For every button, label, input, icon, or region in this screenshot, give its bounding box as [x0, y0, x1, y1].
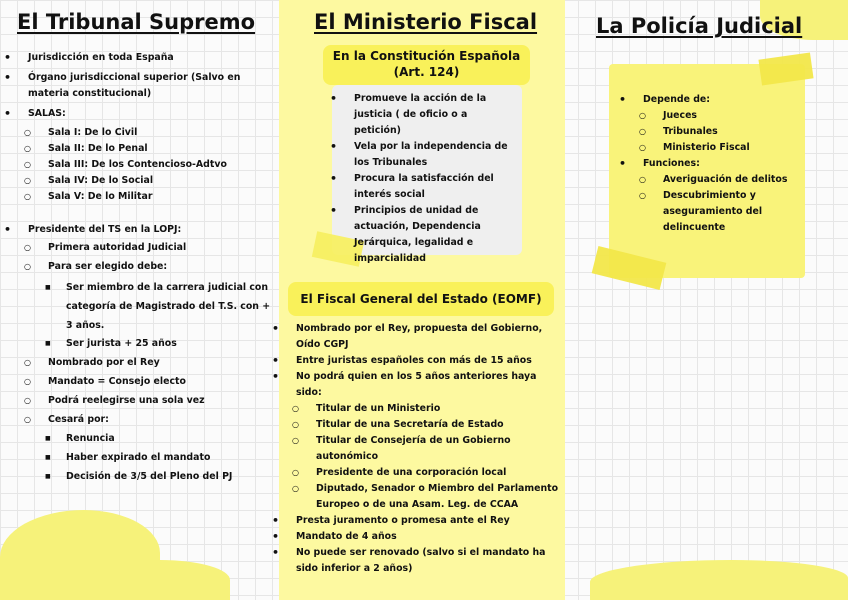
list-item: ○ Diputado, Senador o Miembro del Parlamento Europeo o de una Asam. Leg. de CCAA — [304, 481, 559, 513]
title-tribunal-supremo: El Tribunal Supremo — [17, 10, 256, 34]
list-item: • SALAS: ○ Sala I: De lo Civil ○ Sala II: De lo Penal ○ Sala III: De los Contencioso-Adtvo ○ Sala IV: De lo Social ○ Sala V: De lo Militar — [16, 106, 271, 205]
title-ministerio-fiscal: El Ministerio Fiscal — [314, 10, 538, 34]
constitucion-header: En la Constitución Española (Art. 124) — [323, 45, 530, 85]
list-item: • Presta juramento o promesa ante el Rey — [284, 513, 559, 529]
list-item: • No podrá quien en los 5 años anteriores haya sido: ○ Titular de un Ministerio ○ Titular de una Secretaría de Estado ○ Titular de Consejería de un Gobierno autonómico ○ Presidente de una corporación local ○ Diputado, Senador o Miembro del Parlamento Europeo o de una Asam. Leg. de CCAA — [284, 369, 559, 513]
list-item: ■ Haber expirado el mandato — [56, 450, 271, 466]
list-item: • Depende de: ○ Jueces ○ Tribunales ○ Ministerio Fiscal — [631, 92, 803, 156]
list-item: ○ Tribunales — [651, 124, 803, 140]
title-policia-judicial: La Policía Judicial — [596, 14, 803, 38]
decor-blob — [590, 560, 848, 600]
policia-list — [631, 92, 803, 236]
list-item: ○ Podrá reelegirse una sola vez — [36, 393, 271, 409]
list-item: ○ Mandato = Consejo electo — [36, 374, 271, 390]
list-item: ○ Cesará por: ■ Renuncia ■ Haber expirado el mandato ■ Decisión de 3/5 del Pleno del PJ — [36, 412, 271, 485]
tape-decoration — [758, 53, 813, 86]
list-item: ○ Titular de una Secretaría de Estado — [304, 417, 559, 433]
list-item: ○ Presidente de una corporación local — [304, 465, 559, 481]
tribunal-content — [16, 50, 271, 485]
list-item: ■ Renuncia — [56, 431, 271, 447]
sala-item: ○ Sala V: De lo Militar — [36, 189, 271, 205]
sala-item: ○ Sala II: De lo Penal — [36, 141, 271, 157]
list-item: ■ Ser miembro de la carrera judicial con categoría de Magistrado del T.S. con + 3 años. — [56, 278, 271, 335]
sala-item: ○ Sala I: De lo Civil — [36, 125, 271, 141]
list-item: ○ Titular de Consejería de un Gobierno autonómico — [304, 433, 559, 465]
sala-item: ○ Sala III: De los Contencioso-Adtvo — [36, 157, 271, 173]
fiscal-general-list — [284, 321, 559, 577]
list-item: • Vela por la independencia de los Tribunales — [342, 139, 517, 171]
list-item: ○ Titular de un Ministerio — [304, 401, 559, 417]
list-item: • Funciones: ○ Averiguación de delitos ○ Descubrimiento y aseguramiento del delincuente — [631, 156, 803, 236]
list-item: ■ Decisión de 3/5 del Pleno del PJ — [56, 469, 271, 485]
list-item: • Procura la satisfacción del interés social — [342, 171, 517, 203]
list-item: • Entre juristas españoles con más de 15 años — [284, 353, 559, 369]
list-item: ○ Averiguación de delitos — [651, 172, 803, 188]
sala-item: ○ Sala IV: De lo Social — [36, 173, 271, 189]
list-item: • Nombrado por el Rey, propuesta del Gobierno, Oído CGPJ — [284, 321, 559, 353]
constitucion-list — [342, 91, 517, 267]
decor-blob — [90, 560, 230, 600]
fiscal-general-header: El Fiscal General del Estado (EOMF) — [288, 282, 554, 316]
list-item: ○ Primera autoridad Judicial — [36, 240, 271, 256]
list-item: ○ Nombrado por el Rey — [36, 355, 271, 371]
list-item: • Órgano jurisdiccional superior (Salvo en materia constitucional) — [16, 70, 271, 102]
list-item: • Promueve la acción de la justicia ( de oficio o a petición) — [342, 91, 517, 139]
list-item: ○ Jueces — [651, 108, 803, 124]
list-item: • No puede ser renovado (salvo si el mandato ha sido inferior a 2 años) — [284, 545, 559, 577]
list-item: • Presidente del TS en la LOPJ: ○ Primera autoridad Judicial ○ Para ser elegido debe: ■ Ser miembro de la carrera judicial con categoría de Magistrado del T.S. con + 3 años. ■ Ser jurista + 25 años ○ Nombrado por el Rey ○ Mandato = Consejo electo ○ Podrá reelegirse una sola vez ○ Cesará por: ■ Renuncia ■ Haber expirado el mandato ■ Decisión de 3/5 del Pleno del PJ — [16, 222, 271, 485]
list-item: ○ Ministerio Fiscal — [651, 140, 803, 156]
list-item: ○ Para ser elegido debe: ■ Ser miembro de la carrera judicial con categoría de Magistrado del T.S. con + 3 años. ■ Ser jurista + 25 años — [36, 259, 271, 352]
list-item: ○ Descubrimiento y aseguramiento del delincuente — [651, 188, 803, 236]
list-item: • Principios de unidad de actuación, Dependencia Jerárquica, legalidad e imparcialidad — [342, 203, 517, 267]
list-item: ■ Ser jurista + 25 años — [56, 336, 271, 352]
list-item: • Mandato de 4 años — [284, 529, 559, 545]
list-item: • Jurisdicción en toda España — [16, 50, 271, 66]
